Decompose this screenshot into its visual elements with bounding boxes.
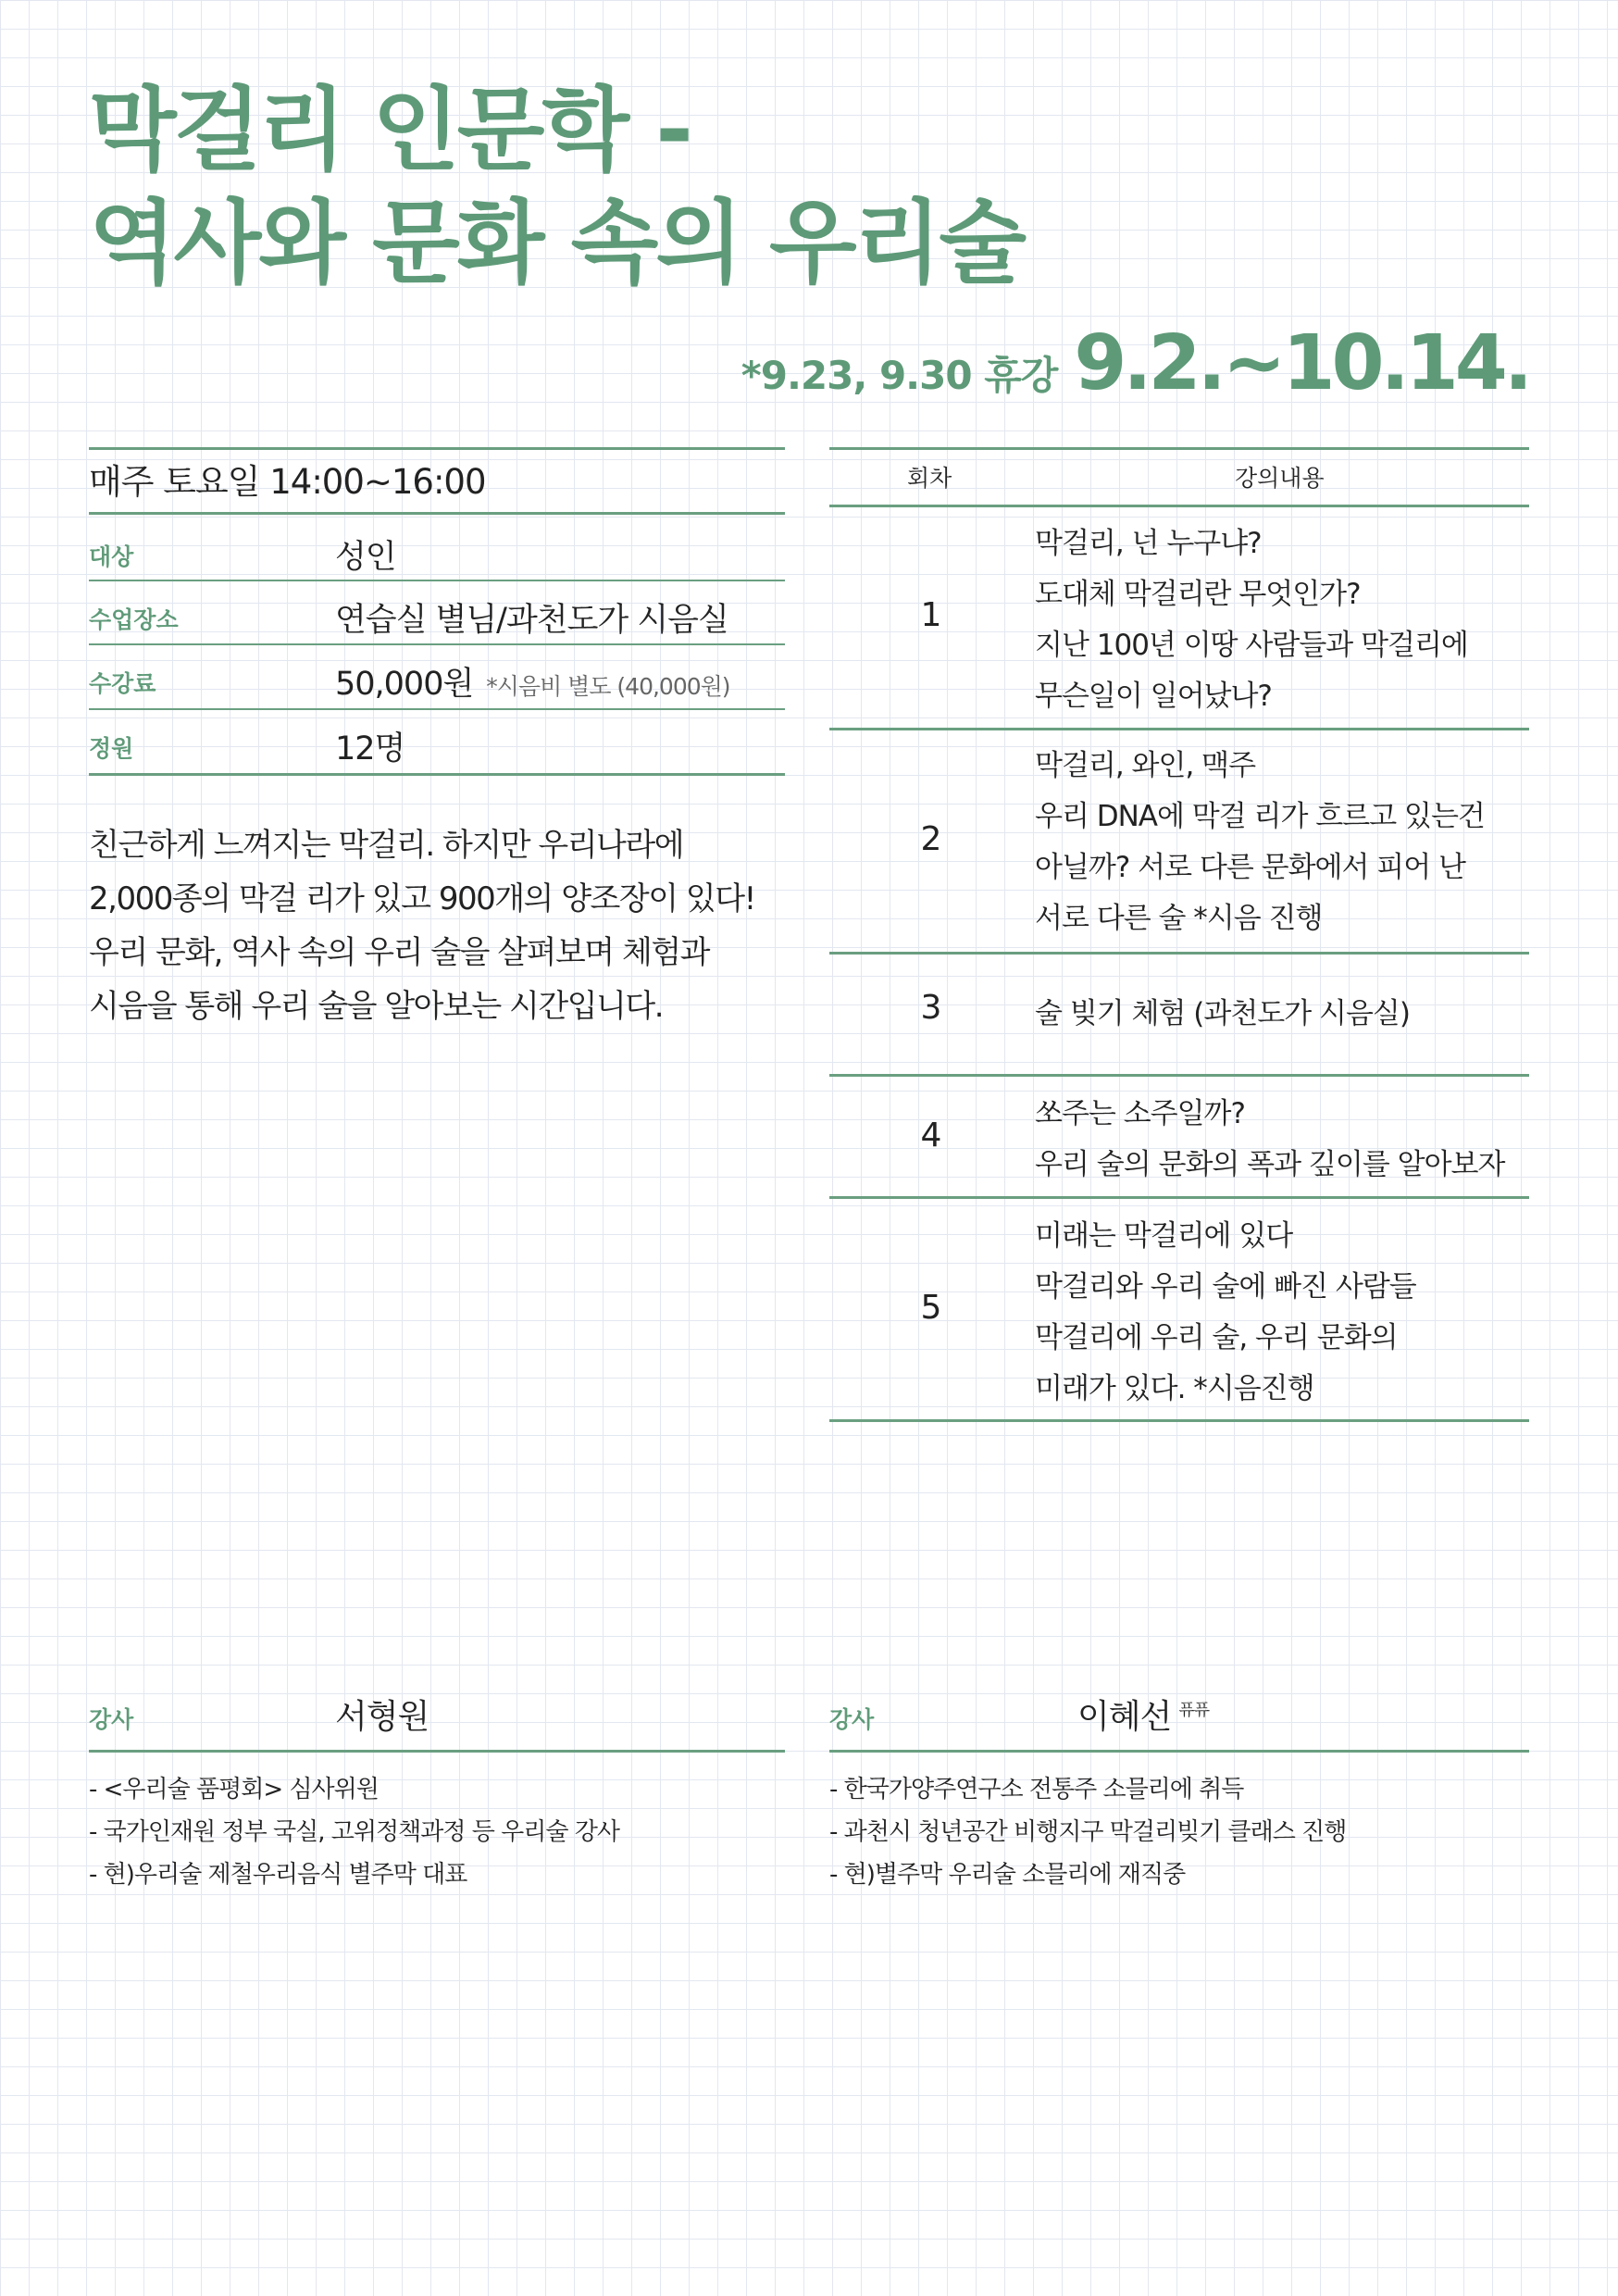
description-line: 친근하게 느껴지는 막걸리. 하지만 우리나라에 — [89, 827, 684, 864]
info-row-target — [89, 520, 785, 583]
table-bottom-rule — [829, 1419, 1529, 1422]
session-row-1 — [829, 518, 1529, 722]
info-row-fee — [89, 647, 785, 710]
info-row-capacity — [89, 712, 785, 775]
session-number: 4 — [920, 1117, 942, 1154]
date-block — [741, 319, 1529, 407]
divider — [89, 1750, 785, 1753]
session-row-4 — [829, 1089, 1529, 1191]
course-description — [89, 818, 792, 1033]
schedule-text: 매주 토요일 14:00~16:00 — [89, 462, 486, 502]
info-label: 대상 — [89, 543, 134, 570]
description-line: 우리 문화, 역사 속의 우리 술을 살펴보며 체험과 — [89, 934, 709, 971]
divider — [89, 580, 785, 581]
instructor-name: 서형원 — [335, 1698, 429, 1736]
table-row-rule — [829, 728, 1529, 730]
holiday-note: *9.23, 9.30 휴강 — [741, 353, 1058, 398]
info-row-location — [89, 583, 785, 646]
name-suffix: 퓨퓨 — [1178, 1701, 1210, 1720]
table-header-content: 강의내용 — [1235, 465, 1325, 492]
date-range: 9.2.~10.14. — [1074, 319, 1529, 407]
instructor-label: 강사 — [829, 1706, 875, 1733]
divider — [829, 1750, 1529, 1753]
session-row-3 — [829, 989, 1529, 1044]
session-number: 2 — [920, 820, 942, 858]
divider — [89, 708, 785, 710]
session-row-5 — [829, 1211, 1529, 1415]
table-top-rule — [829, 447, 1529, 450]
page-title — [89, 74, 1024, 300]
table-header-session: 회차 — [907, 465, 952, 492]
title-line-1: 막걸리 인문학 - — [89, 78, 691, 183]
session-content: 막걸리, 넌 누구냐? 도대체 막걸리란 무엇인가? 지난 100년 이땅 사람들과 막걸리에 무슨일이 일어났나? — [1035, 527, 1468, 713]
divider — [89, 773, 785, 776]
instructor-name: 이혜선 $^{퓨퓨}$ — [1077, 1698, 1210, 1736]
info-label: 정원 — [89, 735, 134, 762]
instructor-bio: - <우리술 품평회> 심사위원 - 국가인재원 정부 국실, 고위정책과정 등 우리술 강사 - 현)우리술 제철우리음식 별주막 대표 — [89, 1776, 619, 1889]
title-line-2: 역사와 문화 속의 우리술 — [89, 191, 1025, 296]
session-number: 1 — [920, 596, 942, 634]
info-label: 수업장소 — [89, 606, 179, 633]
session-row-2 — [829, 741, 1529, 944]
table-header-rule — [829, 505, 1529, 507]
session-content: 미래는 막걸리에 있다 막걸리와 우리 술에 빠진 사람들 막걸리에 우리 술, 우리 문화의 미래가 있다. *시음진행 — [1035, 1219, 1416, 1405]
table-row-rule — [829, 1074, 1529, 1077]
info-value: 12명 — [335, 730, 405, 767]
description-line: 시음을 통해 우리 술을 알아보는 시간입니다. — [89, 988, 664, 1025]
session-content: 쏘주는 소주일까? 우리 술의 문화의 폭과 깊이를 알아보자 — [1035, 1097, 1505, 1181]
divider — [89, 643, 785, 645]
instructor-bio: - 한국가양주연구소 전통주 소믈리에 취득 - 과천시 청년공간 비행지구 막걸리빚기 클래스 진행 - 현)별주막 우리술 소믈리에 재직중 — [829, 1776, 1347, 1889]
table-row-rule — [829, 952, 1529, 955]
description-line: 2,000종의 막걸 리가 있고 900개의 양조장이 있다! — [89, 880, 755, 917]
info-value: 50,000원 *시음비 별도 (40,000원) — [335, 666, 730, 703]
session-number: 3 — [920, 989, 942, 1027]
session-content: 막걸리, 와인, 맥주 우리 DNA에 막걸 리가 흐르고 있는건 아닐까? 서로 다른 문화에서 피어 난 서로 다른 술 *시음 진행 — [1035, 749, 1485, 935]
session-content: 술 빚기 체험 (과천도가 시음실) — [1035, 997, 1410, 1030]
fee-note: *시음비 별도 (40,000원) — [486, 673, 730, 700]
instructor-label: 강사 — [89, 1706, 134, 1733]
table-row-rule — [829, 1196, 1529, 1199]
session-number: 5 — [920, 1289, 942, 1327]
info-value: 연습실 별님/과천도가 시음실 — [335, 602, 728, 639]
info-value: 성인 — [335, 539, 396, 576]
info-label: 수강료 — [89, 670, 156, 697]
divider — [89, 447, 785, 450]
divider — [89, 512, 785, 515]
